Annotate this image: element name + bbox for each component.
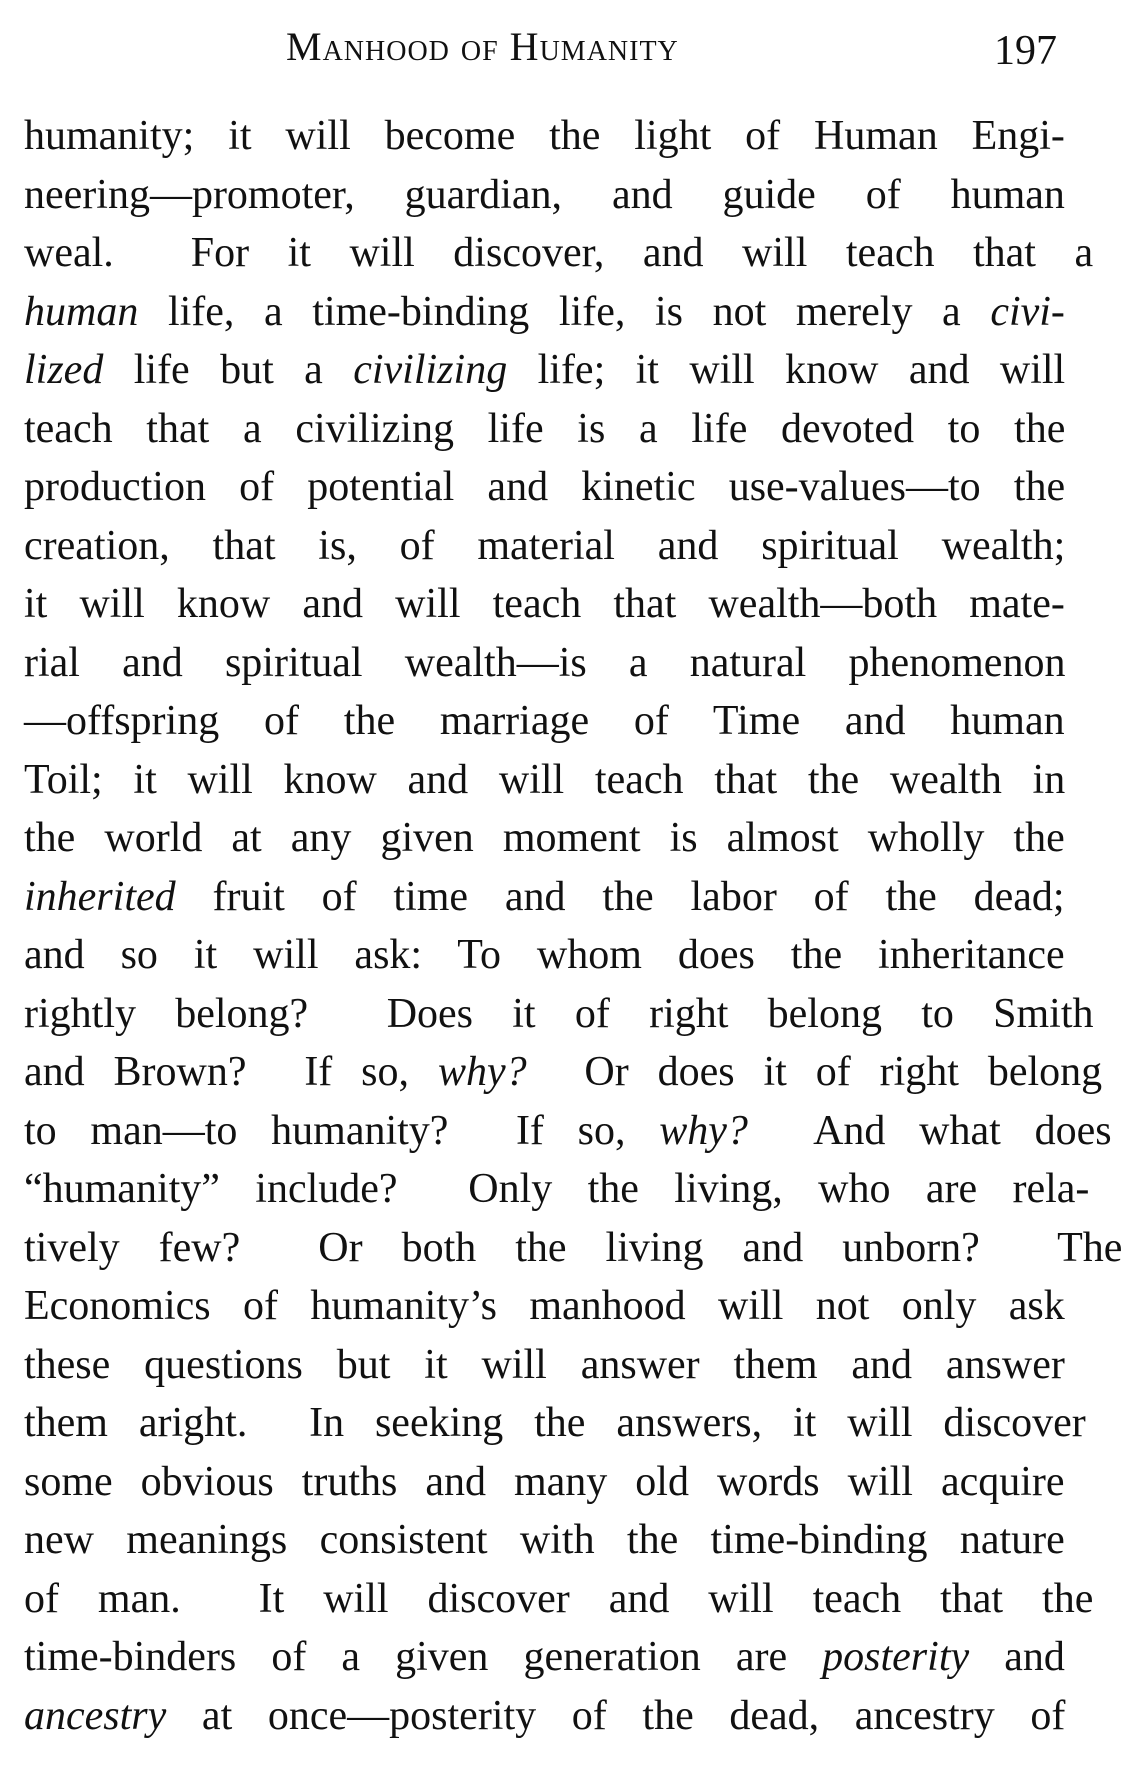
- text-line: [24, 1511, 1065, 1570]
- italic-text: posterity: [822, 1634, 970, 1680]
- text-segment: and: [969, 1634, 1065, 1680]
- text-line: [24, 1687, 1065, 1746]
- text-segment: and Brown? If so,: [24, 1049, 438, 1095]
- page-number: 197: [994, 28, 1057, 74]
- text-segment: new meanings consistent with the time-binding nature: [24, 1517, 1065, 1563]
- text-line: [24, 926, 1065, 985]
- text-line: [24, 107, 1065, 166]
- text-segment: production of potential and kinetic use-values—to the: [24, 464, 1066, 510]
- text-segment: “humanity” include? Only the living, who are rela-: [24, 1166, 1090, 1212]
- text-line: [24, 1570, 1094, 1629]
- text-line: [24, 985, 1094, 1044]
- text-line: [24, 809, 1065, 868]
- running-head: [24, 20, 1065, 74]
- text-segment: it will know and will teach that wealth—both mate-: [24, 581, 1065, 627]
- text-segment: time-binders of a given generation are: [24, 1634, 823, 1680]
- text-segment: at once—posterity of the dead, ancestry of: [166, 1692, 1066, 1739]
- text-line: [24, 575, 1065, 634]
- text-line: [24, 458, 1065, 517]
- text-line: [24, 166, 1065, 225]
- body-text: [24, 107, 1122, 1745]
- italic-text: lized: [24, 347, 104, 393]
- text-segment: weal. For it will discover, and will teach that a: [24, 230, 1094, 276]
- text-line: [24, 1336, 1065, 1395]
- text-segment: Economics of humanity’s manhood will not only ask: [24, 1283, 1065, 1329]
- text-segment: and so it will ask: To whom does the inheritance: [24, 932, 1065, 978]
- text-segment: life, a time-binding life, is not merely a: [138, 288, 991, 335]
- text-line: [24, 1043, 1103, 1102]
- text-line: [24, 341, 1065, 400]
- text-line: [24, 1219, 1122, 1278]
- text-segment: these questions but it will answer them and answer: [24, 1341, 1065, 1388]
- text-line: [24, 224, 1094, 283]
- text-segment: neering—promoter, guardian, and guide of human: [24, 171, 1065, 218]
- running-title: Manhood of Humanity: [286, 24, 679, 69]
- text-line: [24, 692, 1065, 751]
- text-line: [24, 1277, 1065, 1336]
- text-segment: rial and spiritual wealth—is a natural phenomenon: [24, 639, 1066, 686]
- text-segment: teach that a civilizing life is a life devoted to the: [24, 405, 1066, 452]
- italic-text: why?: [437, 1049, 527, 1095]
- text-segment: And what does: [747, 1107, 1112, 1154]
- text-line: [24, 283, 1065, 342]
- text-segment: life; it will know and will: [507, 347, 1066, 393]
- text-segment: creation, that is, of material and spiritual wealth;: [24, 522, 1066, 569]
- italic-text: civilizing: [353, 347, 508, 393]
- text-line: [24, 634, 1065, 693]
- italic-text: inherited: [24, 873, 176, 920]
- text-line: [24, 400, 1065, 459]
- text-segment: to man—to humanity? If so,: [24, 1107, 660, 1154]
- text-segment: Toil; it will know and will teach that the wealth in: [24, 756, 1066, 803]
- text-line: [24, 751, 1065, 810]
- text-segment: of man. It will discover and will teach that the: [24, 1575, 1094, 1622]
- italic-text: why?: [659, 1107, 748, 1154]
- text-segment: Or does it of right belong: [526, 1049, 1103, 1095]
- text-line: [24, 517, 1065, 576]
- text-line: [24, 1394, 1086, 1453]
- text-segment: humanity; it will become the light of Human Engi-: [24, 113, 1065, 159]
- text-segment: some obvious truths and many old words will acquire: [24, 1458, 1065, 1505]
- italic-text: ancestry: [24, 1692, 167, 1739]
- text-segment: them aright. In seeking the answers, it will discover: [24, 1400, 1086, 1446]
- text-line: [24, 1160, 1090, 1219]
- text-line: [24, 1102, 1112, 1161]
- text-line: [24, 1453, 1065, 1512]
- italic-text: civi-: [990, 288, 1065, 335]
- text-segment: rightly belong? Does it of right belong to Smith: [24, 990, 1094, 1037]
- text-line: [24, 868, 1065, 927]
- text-segment: the world at any given moment is almost wholly the: [24, 815, 1065, 861]
- text-segment: tively few? Or both the living and unborn? The: [24, 1224, 1122, 1271]
- text-line: [24, 1628, 1065, 1687]
- text-segment: life but a: [103, 347, 354, 393]
- text-segment: —offspring of the marriage of Time and human: [24, 698, 1065, 744]
- italic-text: human: [24, 288, 139, 335]
- text-segment: fruit of time and the labor of the dead;: [175, 873, 1065, 920]
